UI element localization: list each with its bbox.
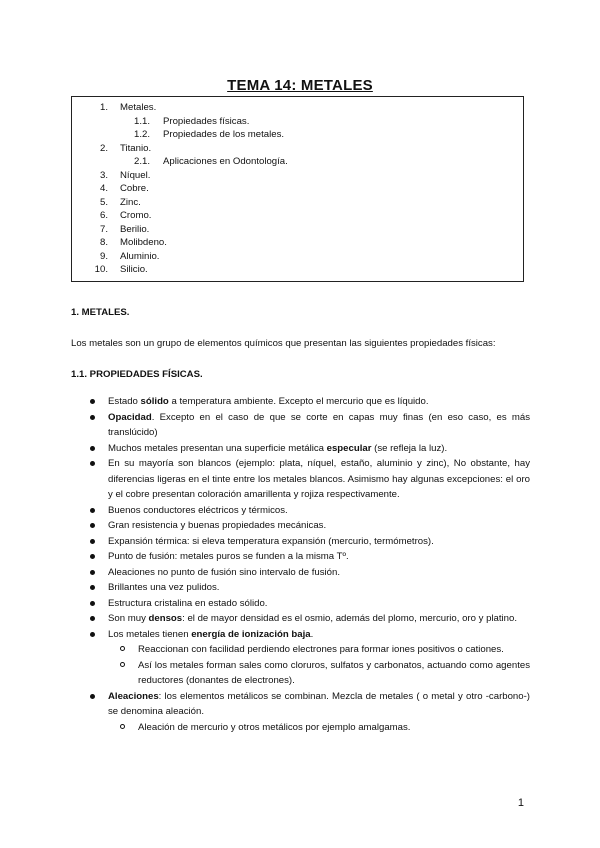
bullet-icon (90, 616, 95, 621)
circle-bullet-icon (120, 724, 125, 729)
list-item: Los metales tienen energía de ionización baja. (80, 627, 530, 643)
list-item: En su mayoría son blancos (ejemplo: plata, níquel, estaño, aluminio y zinc), No obstante, hay diferencias ligeras en el tinte entre los metales blancos. Asimismo hay algunas excepciones: el oro y el cobre presentan coloración amarillenta y rojiza respectivamente. (80, 456, 530, 503)
list-item: Opacidad. Excepto en el caso de que se corte en capas muy finas (en eso caso, es más translúcido) (80, 410, 530, 441)
bullet-icon (90, 601, 95, 606)
bullet-icon (90, 508, 95, 513)
toc-item: 5. Zinc. (99, 196, 141, 208)
list-item: Gran resistencia y buenas propiedades mecánicas. (80, 518, 530, 534)
circle-bullet-icon (120, 646, 125, 651)
list-item: Muchos metales presentan una superficie metálica especular (se refleja la luz). (80, 441, 530, 457)
bullet-icon (90, 585, 95, 590)
toc-item: 8. Molibdeno. (99, 237, 167, 248)
bullet-icon (90, 539, 95, 544)
section-heading-metales: 1. METALES. (71, 307, 130, 318)
toc-item: 2.1. Aplicaciones en Odontología. (133, 156, 288, 167)
bullet-icon (90, 632, 95, 637)
toc-item: 10. Silicio. (94, 264, 148, 275)
document-title: TEMA 14: METALES (227, 77, 373, 94)
toc-item: 9. Aluminio. (99, 250, 160, 262)
toc-item: 3. Níquel. (99, 169, 151, 181)
section-heading-propiedades: 1.1. PROPIEDADES FÍSICAS. (71, 369, 203, 380)
list-item: Aleaciones no punto de fusión sino intervalo de fusión. (80, 565, 530, 581)
properties-list (80, 394, 530, 735)
sub-list-item: Así los metales forman sales como cloruros, sulfatos y carbonatos, actuando como agentes reductores (donantes de electrones). (80, 658, 530, 689)
circle-bullet-icon (120, 662, 125, 667)
toc-item: 6. Cromo. (99, 210, 152, 221)
list-item: Expansión térmica: si eleva temperatura expansión (mercurio, termómetros). (80, 534, 530, 550)
list-item: Estructura cristalina en estado sólido. (80, 596, 530, 612)
toc-item: 1.1. Propiedades físicas. (133, 115, 250, 127)
bullet-icon (90, 415, 95, 420)
list-item: Son muy densos: el de mayor densidad es el osmio, además del plomo, mercurio, oro y platino. (80, 611, 530, 627)
bullet-icon (90, 554, 95, 559)
toc-item: 7. Berilio. (99, 223, 150, 235)
toc-item: 1.2. Propiedades de los metales. (133, 129, 285, 140)
sub-list-item: Aleación de mercurio y otros metálicos por ejemplo amalgamas. (80, 720, 530, 736)
toc-item: 2. Titanio. (99, 142, 152, 154)
table-of-contents (71, 96, 524, 282)
bullet-icon (90, 570, 95, 575)
sub-list-item: Reaccionan con facilidad perdiendo electrones para formar iones positivos o cationes. (80, 642, 530, 658)
list-item: Brillantes una vez pulidos. (80, 580, 530, 596)
bullet-icon (90, 446, 95, 451)
section-intro: Los metales son un grupo de elementos químicos que presentan las siguientes propiedades físicas: (71, 338, 496, 349)
list-item: Aleaciones: los elementos metálicos se combinan. Mezcla de metales ( o metal y otro -carbono-) se denomina aleación. (80, 689, 530, 720)
bullet-icon (90, 461, 95, 466)
list-item: Punto de fusión: metales puros se funden a la misma Tº. (80, 549, 530, 565)
toc-item: 1. Metales. (99, 102, 157, 113)
bullet-icon (90, 694, 95, 699)
bullet-icon (90, 523, 95, 528)
bullet-icon (90, 399, 95, 404)
toc-item: 4. Cobre. (99, 183, 149, 194)
list-item: Buenos conductores eléctricos y térmicos. (80, 503, 530, 519)
page-number: 1 (517, 797, 524, 809)
list-item: Estado sólido a temperatura ambiente. Excepto el mercurio que es líquido. (80, 394, 530, 410)
